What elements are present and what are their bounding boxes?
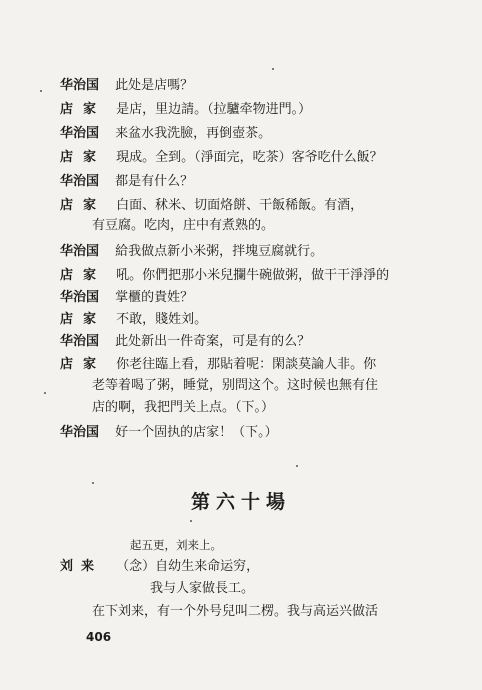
speaker-name: 店家 bbox=[60, 357, 107, 372]
dialogue-text: 吼。你們把那小米兒攔牛碗做粥，做干干淨淨的 bbox=[116, 268, 390, 283]
dialogue-text: 此处是店嗎？ bbox=[115, 78, 194, 93]
page-number: 406 bbox=[86, 630, 112, 644]
dialogue-text: 你老往臨上看，那貼着呢：閑談莫論人非。你 bbox=[116, 357, 377, 372]
dialogue-line-7 bbox=[60, 244, 323, 260]
speaker-name: 华治国 bbox=[60, 244, 100, 259]
dialogue-line-3 bbox=[60, 126, 271, 142]
dialogue-line-9 bbox=[60, 290, 193, 306]
dialogue-text: 好一个固执的店家！（下。） bbox=[115, 425, 278, 440]
dialogue-line-10 bbox=[60, 312, 207, 328]
speaker-name: 店家 bbox=[60, 150, 107, 165]
dialogue-line-6 bbox=[60, 198, 363, 214]
dialogue-continuation: 有豆腐。吃肉，庄中有煮熟的。 bbox=[92, 218, 275, 233]
dialogue-text: 現成。全到。（淨面完，吃茶）客爷吃什么飯？ bbox=[116, 150, 383, 165]
dialogue-text: 不敢，賤姓刘。 bbox=[116, 312, 208, 327]
dialogue-continuation: 老等着喝了粥，睡覚，别問这个。这时候也無有住 bbox=[92, 378, 379, 393]
dialogue-continuation: 店的啊，我把門关上点。（下。） bbox=[92, 400, 275, 415]
scan-speck bbox=[40, 90, 42, 92]
speaker-name: 店家 bbox=[60, 312, 107, 327]
speaker-name: 华治国 bbox=[60, 174, 100, 189]
stage-direction: 起五更，刘来上。 bbox=[130, 538, 222, 552]
scene-line-3: 在下刘来，有一个外号兒叫二楞。我与高运兴做活 bbox=[92, 604, 379, 619]
dialogue-line-1 bbox=[60, 78, 193, 94]
dialogue-text: 来盆水我洗臉，再倒壺茶。 bbox=[115, 126, 272, 141]
speaker-name: 刘来 bbox=[60, 559, 103, 574]
dialogue-text: 是店，里边請。（拉驢牵物进門。） bbox=[116, 102, 312, 117]
dialogue-line-4 bbox=[60, 150, 383, 166]
dialogue-line-2 bbox=[60, 102, 311, 118]
dialogue-text: 此处新出一件奇案，可是有的么？ bbox=[115, 334, 311, 349]
speaker-name: 华治国 bbox=[60, 126, 100, 141]
scene-title: 第六十場 bbox=[190, 491, 291, 513]
speaker-name: 华治国 bbox=[60, 78, 100, 93]
speaker-name: 店家 bbox=[60, 102, 107, 117]
scene-line-2: 我与人家做長工。 bbox=[150, 581, 255, 596]
speaker-name: 华治国 bbox=[60, 425, 100, 440]
dialogue-text: 給我做点新小米粥，拌塊豆腐就行。 bbox=[115, 244, 324, 259]
speaker-name: 店家 bbox=[60, 198, 107, 213]
dialogue-text: 都是有什么？ bbox=[115, 174, 194, 189]
scan-speck bbox=[92, 482, 94, 484]
speaker-name: 华治国 bbox=[60, 290, 100, 305]
scan-speck bbox=[190, 520, 192, 522]
dialogue-text: 白面、秫米、切面烙餅、干飯稀飯。有酒， bbox=[116, 198, 364, 213]
dialogue-text: 掌櫃的貴姓？ bbox=[115, 290, 194, 305]
dialogue-line-13 bbox=[60, 425, 278, 441]
dialogue-line-12 bbox=[60, 357, 376, 373]
scan-speck bbox=[44, 392, 46, 394]
dialogue-line-11 bbox=[60, 334, 310, 350]
scan-speck bbox=[296, 465, 298, 467]
speaker-name: 华治国 bbox=[60, 334, 100, 349]
scene-text: （念）自幼生来命运穷， bbox=[116, 559, 260, 574]
scan-speck bbox=[272, 68, 274, 70]
dialogue-line-8 bbox=[60, 268, 389, 284]
dialogue-line-5 bbox=[60, 174, 193, 190]
speaker-name: 店家 bbox=[60, 268, 107, 283]
scene-line-1 bbox=[60, 559, 259, 575]
